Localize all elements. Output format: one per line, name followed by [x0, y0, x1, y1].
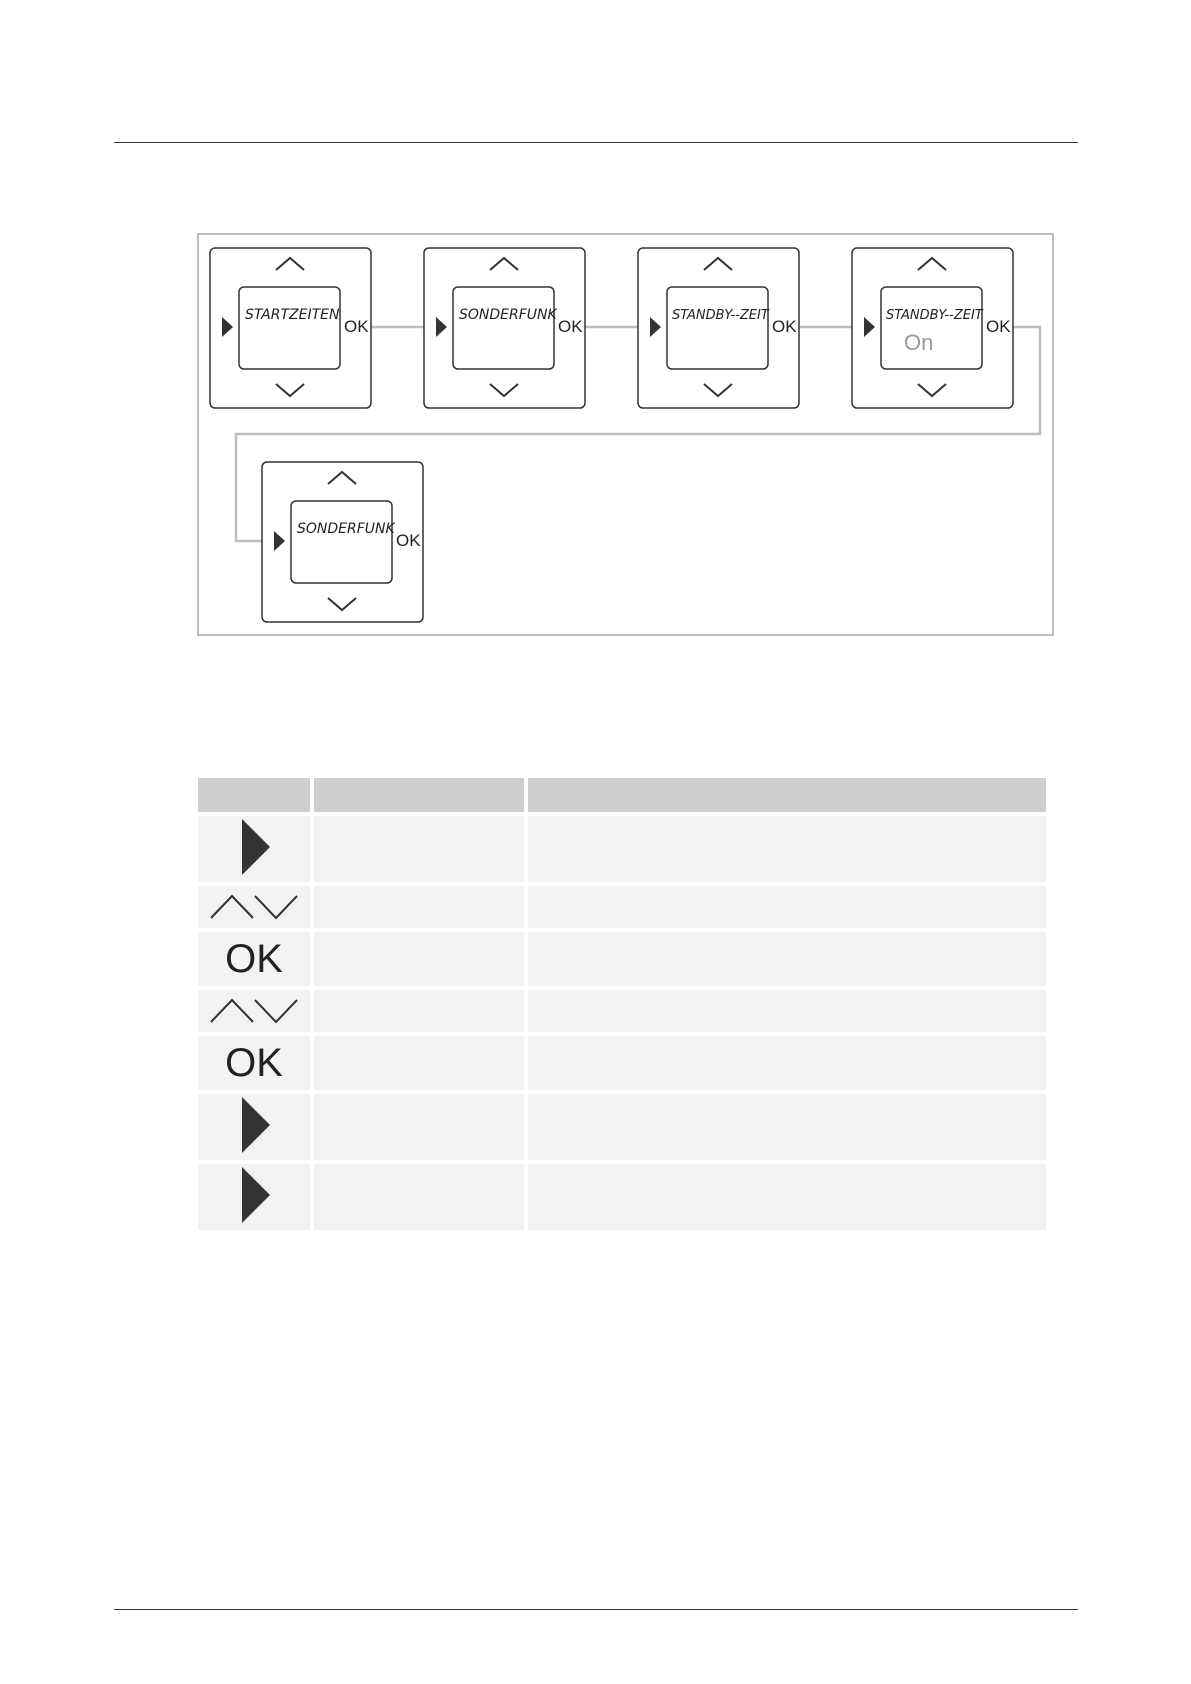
table-row	[198, 1036, 1046, 1090]
ok-label: OK	[772, 317, 797, 336]
symbol-cell	[198, 886, 310, 928]
lcd-line-1: STARTZEITEN	[245, 307, 340, 323]
lcd-line-1: STANDBY--ZEIT	[672, 308, 769, 323]
operation-steps-table	[194, 774, 1050, 1234]
table-row	[198, 886, 1046, 928]
ok-label: OK	[396, 531, 421, 550]
table-row	[198, 816, 1046, 882]
lcd-display	[239, 287, 340, 369]
action-cell	[314, 886, 524, 928]
lcd-line-1: STANDBY--ZEIT	[886, 308, 983, 323]
lcd-line-2: On	[904, 330, 934, 355]
up-down-icon	[209, 888, 299, 922]
device-screen-1	[210, 248, 371, 408]
description-cell	[528, 990, 1046, 1032]
action-cell	[314, 1164, 524, 1230]
ok-symbol: OK	[225, 1041, 283, 1085]
symbol-cell	[198, 1164, 310, 1230]
device-screen-5	[262, 462, 423, 622]
device-screen-2	[424, 248, 585, 408]
play-arrow-icon	[234, 817, 274, 877]
play-arrow-icon	[234, 1165, 274, 1225]
ok-label: OK	[344, 317, 369, 336]
ok-label: OK	[558, 317, 583, 336]
bottom-rule	[114, 1609, 1078, 1610]
table-header-row	[198, 778, 1046, 812]
device-screen-4	[852, 248, 1013, 408]
lcd-display	[881, 287, 982, 369]
up-down-icon	[209, 992, 299, 1026]
header-cell-description	[528, 778, 1046, 812]
device-screen-3	[638, 248, 799, 408]
description-cell	[528, 1094, 1046, 1160]
symbol-cell	[198, 1094, 310, 1160]
lcd-line-1: SONDERFUNK	[459, 307, 557, 323]
action-cell	[314, 816, 524, 882]
lcd-display	[667, 287, 768, 369]
symbol-cell	[198, 1036, 310, 1090]
description-cell	[528, 1164, 1046, 1230]
symbol-cell	[198, 932, 310, 986]
header-cell-symbol	[198, 778, 310, 812]
table-row	[198, 1164, 1046, 1230]
description-cell	[528, 816, 1046, 882]
lcd-line-1: SONDERFUNK	[297, 521, 395, 537]
action-cell	[314, 1036, 524, 1090]
symbol-cell	[198, 816, 310, 882]
action-cell	[314, 1094, 524, 1160]
lcd-display	[453, 287, 554, 369]
action-cell	[314, 990, 524, 1032]
description-cell	[528, 1036, 1046, 1090]
table-row	[198, 932, 1046, 986]
table-row	[198, 1094, 1046, 1160]
description-cell	[528, 886, 1046, 928]
ok-symbol: OK	[225, 937, 283, 981]
lcd-display	[291, 501, 392, 583]
description-cell	[528, 932, 1046, 986]
play-arrow-icon	[234, 1095, 274, 1155]
header-cell-action	[314, 778, 524, 812]
action-cell	[314, 932, 524, 986]
table-row	[198, 990, 1046, 1032]
menu-flow-diagram	[0, 0, 1191, 660]
ok-label: OK	[986, 317, 1011, 336]
symbol-cell	[198, 990, 310, 1032]
